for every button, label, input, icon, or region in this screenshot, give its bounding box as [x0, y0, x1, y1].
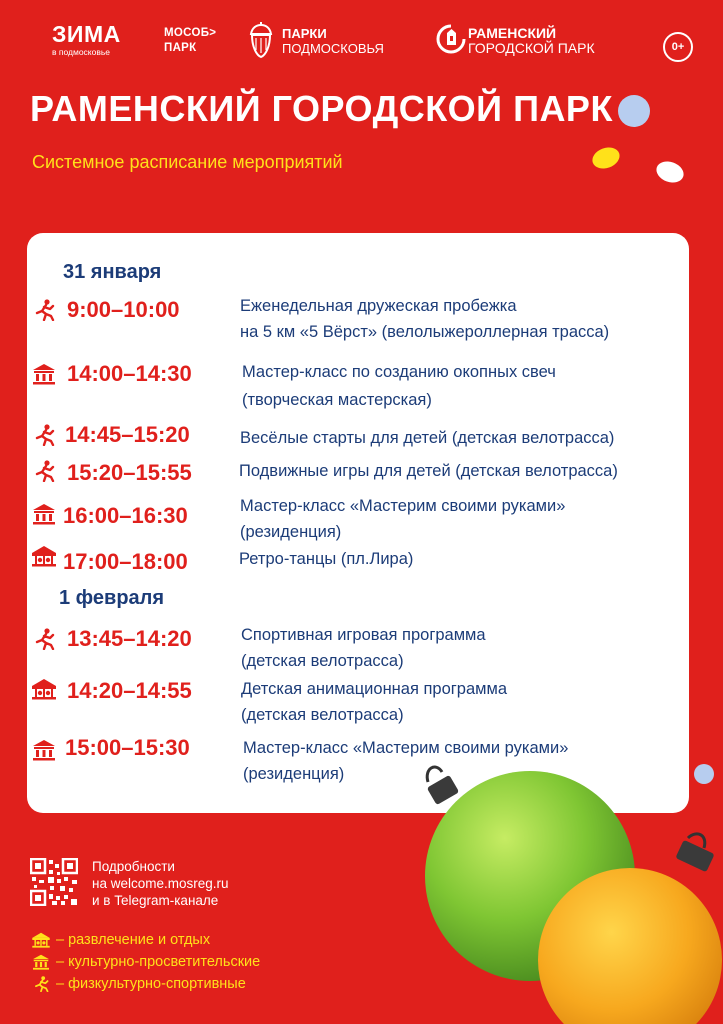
legend-label: – культурно-просветительские — [56, 954, 261, 970]
ramensky-logo-line1: РАМЕНСКИЙ — [468, 25, 557, 41]
legend-item-cultural — [30, 952, 260, 972]
legend-item-entertainment — [30, 930, 210, 950]
event-location: (детская велотрасса) — [241, 652, 404, 670]
parki-logo-text — [282, 26, 384, 56]
event-time: 14:45–15:20 — [65, 422, 190, 447]
ramensky-logo-text — [468, 26, 595, 56]
schedule-card — [27, 233, 689, 813]
event-location: (творческая мастерская) — [242, 391, 432, 409]
carousel-icon — [30, 932, 52, 948]
event-title: Мастер-класс по созданию окопных свеч — [242, 363, 556, 381]
runner-icon — [31, 628, 57, 650]
ramensky-logo-line2: ГОРОДСКОЙ ПАРК — [468, 40, 595, 56]
event-time: 14:20–14:55 — [67, 678, 192, 703]
event-time: 13:45–14:20 — [67, 626, 192, 651]
event-time: 15:20–15:55 — [67, 460, 192, 485]
event-time: 16:00–16:30 — [63, 503, 188, 528]
event-title: Мастер-класс «Мастерим своими руками» — [243, 739, 569, 757]
info-line1: Подробности — [92, 859, 175, 874]
page-title: РАМЕНСКИЙ ГОРОДСКОЙ ПАРК — [30, 88, 613, 129]
event-time: 14:00–14:30 — [67, 361, 192, 386]
age-rating-badge: 0+ — [663, 32, 693, 62]
event-title: Ретро-танцы (пл.Лира) — [239, 550, 414, 568]
event-title: Весёлые старты для детей (детская велотрасса) — [240, 429, 615, 447]
mosobpark-logo-line1: МОСОБ> — [164, 27, 217, 39]
date-heading-feb1: 1 февраля — [59, 587, 165, 609]
runner-icon — [30, 976, 52, 992]
legend-label: – физкультурно-спортивные — [56, 976, 246, 992]
parki-logo-line1: ПАРКИ — [282, 26, 327, 41]
decor-dot-white — [653, 158, 686, 186]
zima-logo-text: ЗИМА — [52, 21, 121, 47]
legend-label: – развлечение и отдых — [56, 932, 211, 948]
acorn-icon — [248, 22, 274, 60]
info-line3-telegram: и в Telegram-канале — [92, 893, 219, 908]
event-title: Детская анимационная программа — [241, 680, 508, 698]
mosobpark-logo-line2: ПАРК — [164, 42, 197, 54]
runner-icon — [31, 460, 57, 482]
christmas-ornaments-illustration — [420, 760, 723, 1024]
zima-logo-subtext: в подмосковье — [52, 47, 111, 57]
date-heading-jan31: 31 января — [63, 261, 162, 283]
park-emblem-icon — [436, 24, 466, 54]
more-info-text — [92, 858, 229, 909]
event-location: на 5 км «5 Вёрст» (велолыжероллерная трасса) — [240, 323, 610, 341]
carousel-icon — [31, 678, 57, 700]
event-time: 17:00–18:00 — [63, 549, 188, 574]
event-location: (резиденция) — [243, 765, 345, 783]
runner-icon — [31, 299, 57, 321]
runner-icon — [31, 424, 57, 446]
museum-icon — [30, 954, 52, 970]
event-location: (детская велотрасса) — [241, 706, 404, 724]
decor-dot-yellow — [589, 144, 622, 172]
header-logos — [0, 22, 723, 66]
page-subtitle: Системное расписание мероприятий — [32, 152, 343, 172]
museum-icon — [31, 363, 57, 385]
legend-item-sport — [30, 974, 246, 994]
museum-icon — [31, 739, 57, 761]
event-title: Еженедельная дружеская пробежка — [240, 297, 517, 315]
qr-code[interactable] — [30, 858, 78, 906]
carousel-icon — [31, 545, 57, 567]
museum-icon — [31, 503, 57, 525]
parki-logo-line2: ПОДМОСКОВЬЯ — [282, 41, 384, 56]
info-line2-website: на welcome.mosreg.ru — [92, 876, 229, 891]
event-location: (резиденция) — [240, 523, 342, 541]
event-time: 9:00–10:00 — [67, 297, 180, 322]
event-title: Мастер-класс «Мастерим своими руками» — [240, 497, 566, 515]
zima-logo — [52, 22, 121, 57]
mosobpark-logo — [164, 26, 216, 56]
event-title: Подвижные игры для детей (детская велотрасса) — [239, 462, 618, 480]
event-title: Спортивная игровая программа — [241, 626, 486, 644]
event-time: 15:00–15:30 — [65, 735, 190, 760]
decor-dot-blue — [618, 95, 650, 127]
